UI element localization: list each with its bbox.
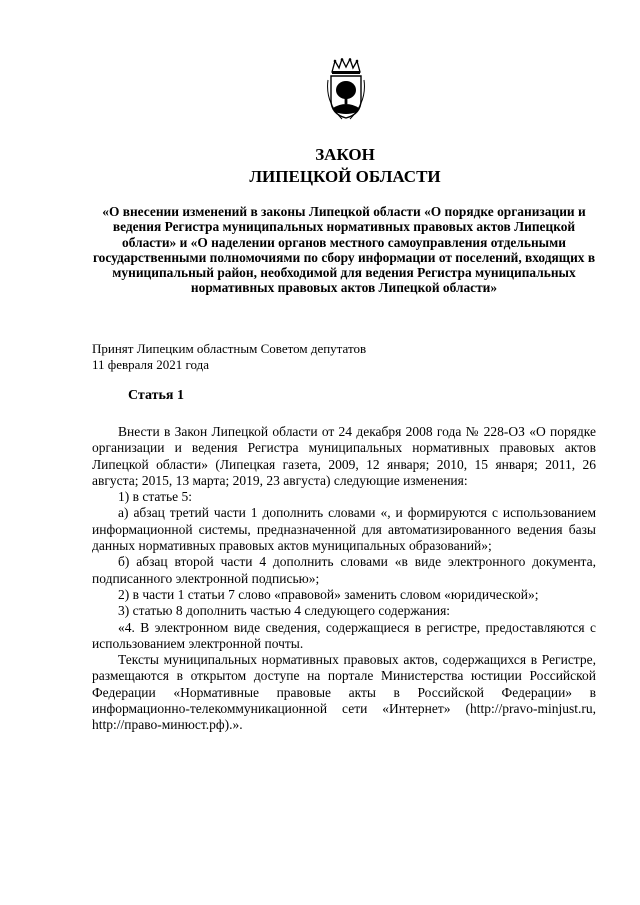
adoption-date: 11 февраля 2021 года xyxy=(92,357,209,372)
article-paragraph: б) абзац второй части 4 дополнить словами «в виде электронного документа, подписанного электронной подписью»; xyxy=(92,554,596,586)
article-paragraph: а) абзац третий части 1 дополнить словами «, и формируются с использованием информационной системы, предназначенной для автоматизированного ведения базы данных нормативных правовых актов муниципальных образований»; xyxy=(92,505,596,554)
article-paragraph: Внести в Закон Липецкой области от 24 декабря 2008 года № 228-ОЗ «О порядке организации и ведения Регистра муниципальных нормативных правовых актов Липецкой области» (Липецкая газета, 2009, 12 января; 2010, 15 января; 2011, 26 августа; 2015, 13 марта; 2019, 23 августа) следующие изменения: xyxy=(92,424,596,488)
law-subject: «О внесении изменений в законы Липецкой области «О порядке организации и ведения Регистра муниципальных нормативных правовых актов Липецкой области» и «О наделении органов местного самоуправления отдельными государственными полномочиями по сбору информации от поселений, входящих в муниципальный район, необходимой для ведения Регистра муниципальных нормативных правовых актов Липецкой области» xyxy=(92,204,596,296)
law-title: ЗАКОН xyxy=(315,145,375,164)
article-paragraph: 2) в части 1 статьи 7 слово «правовой» заменить словом «юридической»; xyxy=(118,586,539,602)
law-region: ЛИПЕЦКОЙ ОБЛАСТИ xyxy=(249,167,441,186)
article-paragraph: Тексты муниципальных нормативных правовых актов, содержащихся в Регистре, размещаются в открытом доступе на портале Министерства юстиции Российской Федерации «Нормативные правовые акты в Российской Федерации» в информационно-телекоммуникационной сети «Интернет» (http://pravo-minjust.ru, http://право-минюст.рф).». xyxy=(92,652,596,733)
coat-of-arms-icon xyxy=(326,58,366,120)
article-paragraph: «4. В электронном виде сведения, содержащиеся в регистре, предоставляются с использованием электронной почты. xyxy=(92,619,596,651)
article-title: Статья 1 xyxy=(128,388,184,403)
article-body xyxy=(92,424,596,734)
article-paragraph: 1) в статье 5: xyxy=(118,489,192,505)
article-paragraph: 3) статью 8 дополнить частью 4 следующего содержания: xyxy=(118,603,451,619)
adoption-body: Принят Липецким областным Советом депутатов xyxy=(92,341,367,356)
adoption-info xyxy=(92,341,366,373)
